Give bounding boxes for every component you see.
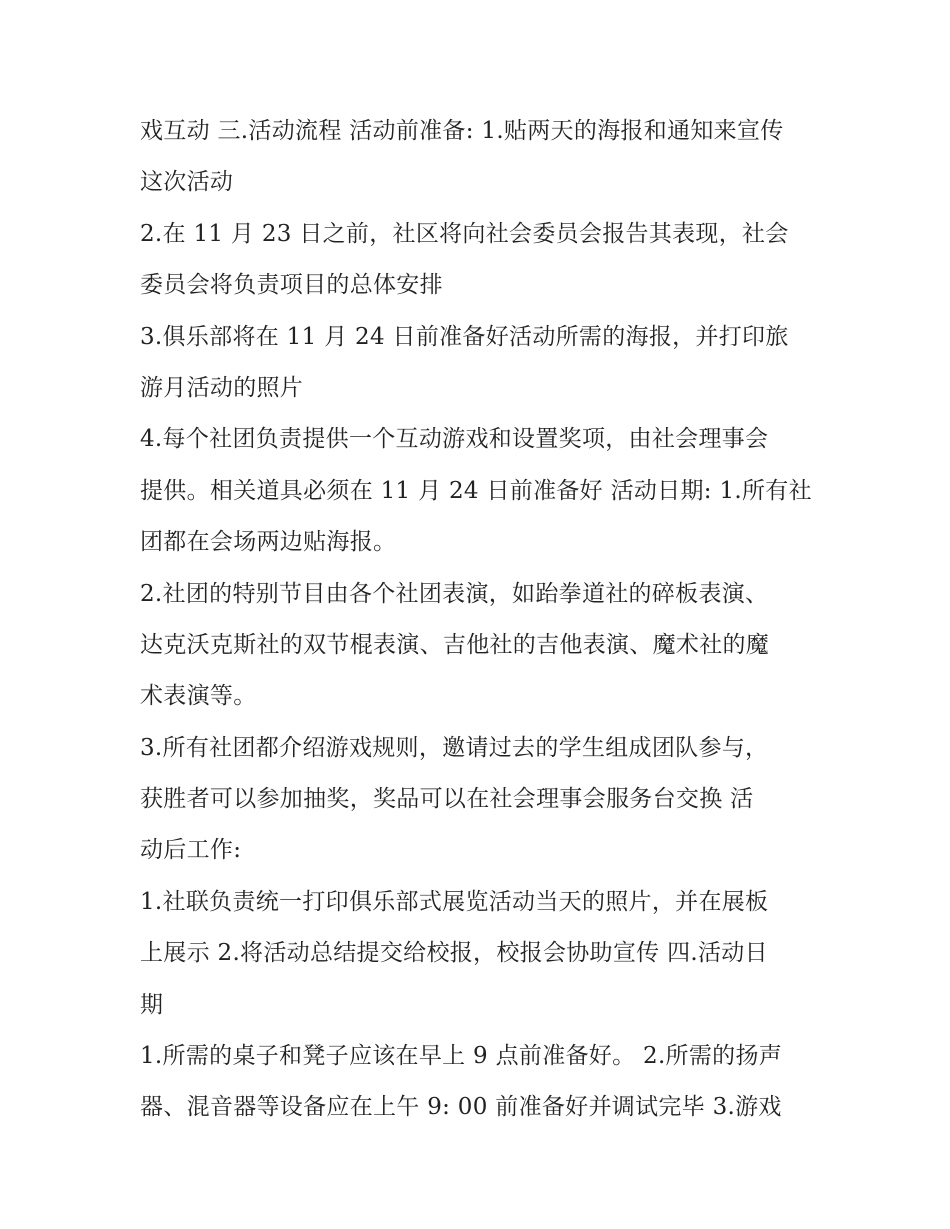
- text-line: 1.所需的桌子和凳子应该在早上 9 点前准备好。 2.所需的扬声: [140, 1043, 783, 1070]
- text-line: 游月活动的照片: [140, 374, 304, 401]
- document-body: [140, 106, 820, 1134]
- text-line: 2.社团的特别节目由各个社团表演，如跆拳道社的碎板表演、: [140, 580, 769, 607]
- text-line: 1.社联负责统一打印俱乐部式展览活动当天的照片，并在展板: [140, 888, 769, 915]
- text-line: 器、混音器等设备应在上午 9: 00 前准备好并调试完毕 3.游戏: [140, 1094, 782, 1121]
- text-line: 期: [140, 991, 164, 1018]
- text-line: 动后工作:: [140, 837, 242, 864]
- text-line: 4.每个社团负责提供一个互动游戏和设置奖项，由社会理事会: [140, 426, 769, 453]
- text-line: 3.所有社团都介绍游戏规则，邀请过去的学生组成团队参与，: [140, 734, 769, 761]
- text-line: 达克沃克斯社的双节棍表演、吉他社的吉他表演、魔术社的魔: [140, 631, 770, 658]
- text-line: 提供。相关道具必须在 11 月 24 日前准备好 活动日期: 1.所有社: [140, 477, 812, 504]
- text-line: 委员会将负责项目的总体安排: [140, 272, 443, 299]
- text-line: 术表演等。: [140, 683, 257, 710]
- text-line: 戏互动 三.活动流程 活动前准备: 1.贴两天的海报和通知来宣传: [140, 118, 784, 144]
- text-line: 这次活动: [140, 169, 234, 196]
- text-line: 2.在 11 月 23 日之前，社区将向社会委员会报告其表现，社会: [140, 220, 789, 247]
- text-line: 团都在会场两边贴海报。: [140, 529, 397, 556]
- text-line: 上展示 2.将活动总结提交给校报，校报会协助宣传 四.活动日: [140, 940, 768, 967]
- text-line: 3.俱乐部将在 11 月 24 日前准备好活动所需的海报，并打印旅: [140, 323, 789, 350]
- text-line: 获胜者可以参加抽奖，奖品可以在社会理事会服务台交换 活: [140, 786, 754, 813]
